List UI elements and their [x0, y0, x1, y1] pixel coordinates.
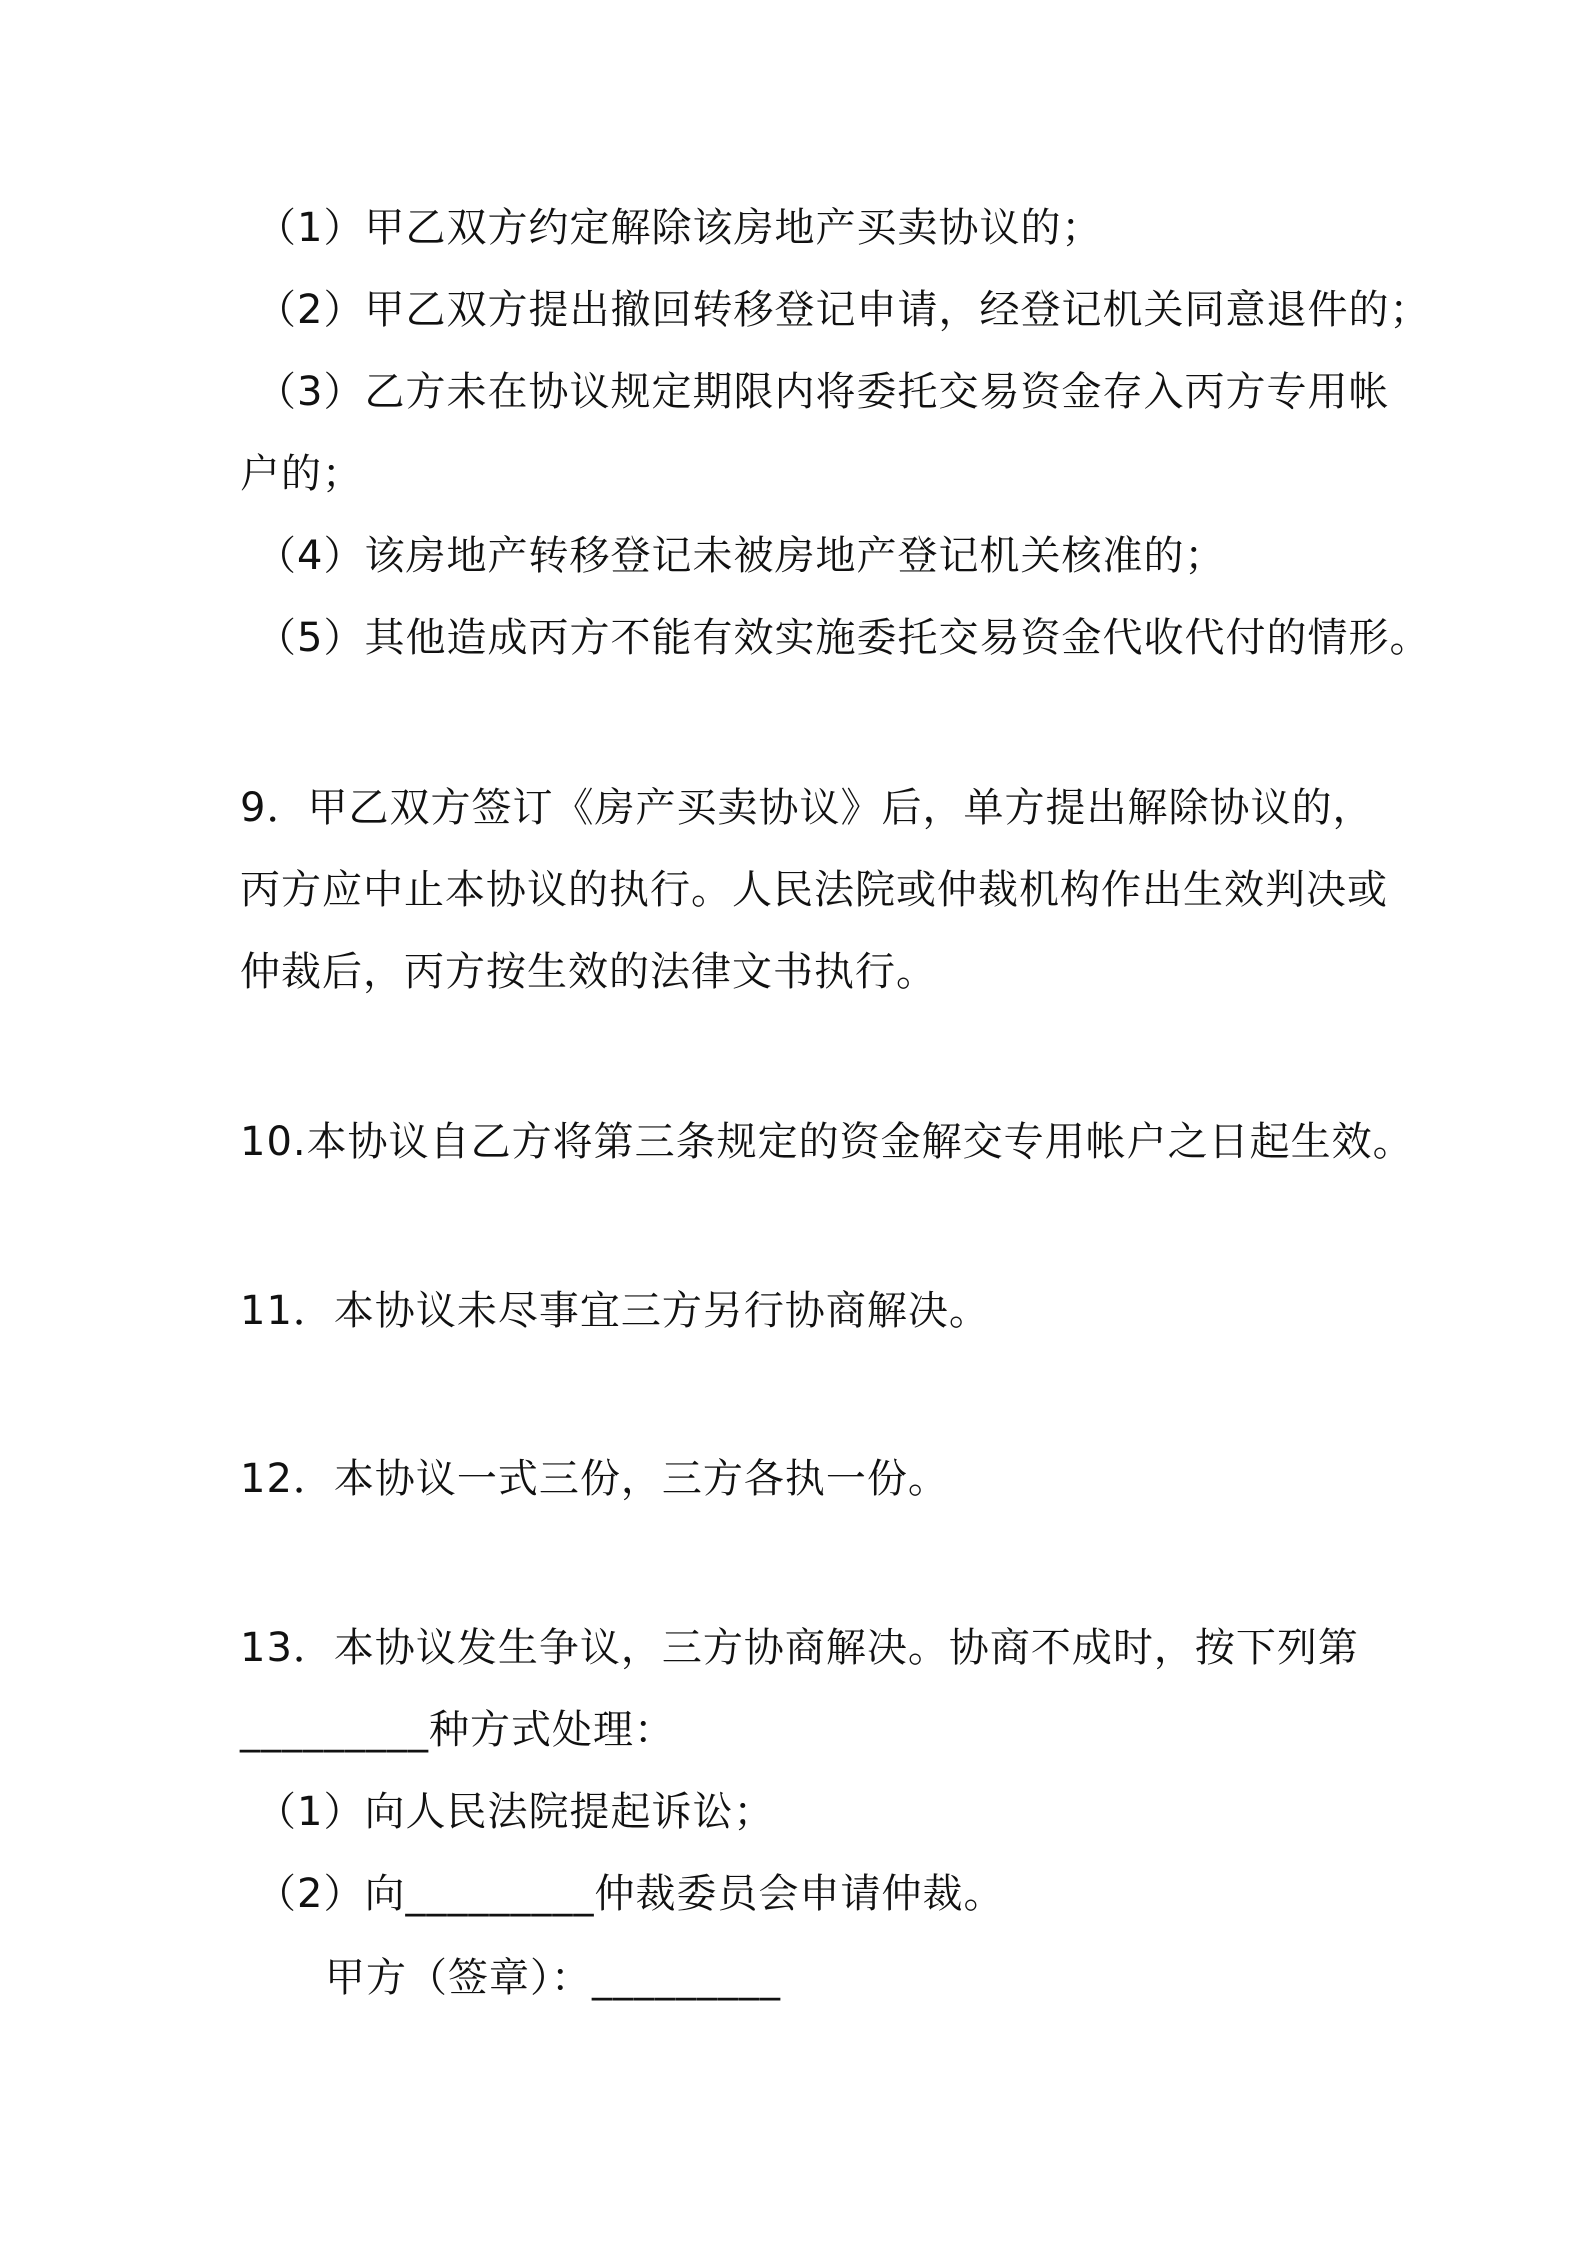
- clause-8-item-2: （2）甲乙双方提出撤回转移登记申请，经登记机关同意退件的；: [256, 287, 1431, 333]
- clause-8-item-3-continued: 户的；: [240, 451, 363, 497]
- clause-13-line-1: 13．本协议发生争议，三方协商解决。协商不成时，按下列第: [240, 1625, 1359, 1671]
- clause-9-line-1: 9．甲乙双方签订《房产买卖协议》后，单方提出解除协议的，: [240, 785, 1374, 831]
- clause-8-item-4: （4）该房地产转移登记未被房地产登记机关核准的；: [256, 533, 1226, 579]
- clause-13-line-2: _________种方式处理：: [240, 1707, 675, 1753]
- party-a-signature-line: 甲方（签章）：_________: [325, 1955, 781, 2001]
- clause-12: 12．本协议一式三份，三方各执一份。: [240, 1456, 949, 1502]
- clause-13-option-1: （1）向人民法院提起诉讼；: [256, 1789, 775, 1835]
- clause-8-item-5: （5）其他造成丙方不能有效实施委托交易资金代收代付的情形。: [256, 615, 1431, 661]
- clause-9-line-2: 丙方应中止本协议的执行。人民法院或仲裁机构作出生效判决或: [240, 867, 1388, 913]
- clause-8-item-1: （1）甲乙双方约定解除该房地产买卖协议的；: [256, 205, 1103, 251]
- clause-9-line-3: 仲裁后，丙方按生效的法律文书执行。: [240, 949, 937, 995]
- clause-8-item-3: （3）乙方未在协议规定期限内将委托交易资金存入丙方专用帐: [256, 369, 1390, 415]
- clause-13-option-2: （2）向_________仲裁委员会申请仲裁。: [256, 1871, 1005, 1917]
- clause-11: 11．本协议未尽事宜三方另行协商解决。: [240, 1288, 990, 1334]
- clause-10: 10.本协议自乙方将第三条规定的资金解交专用帐户之日起生效。: [240, 1119, 1414, 1165]
